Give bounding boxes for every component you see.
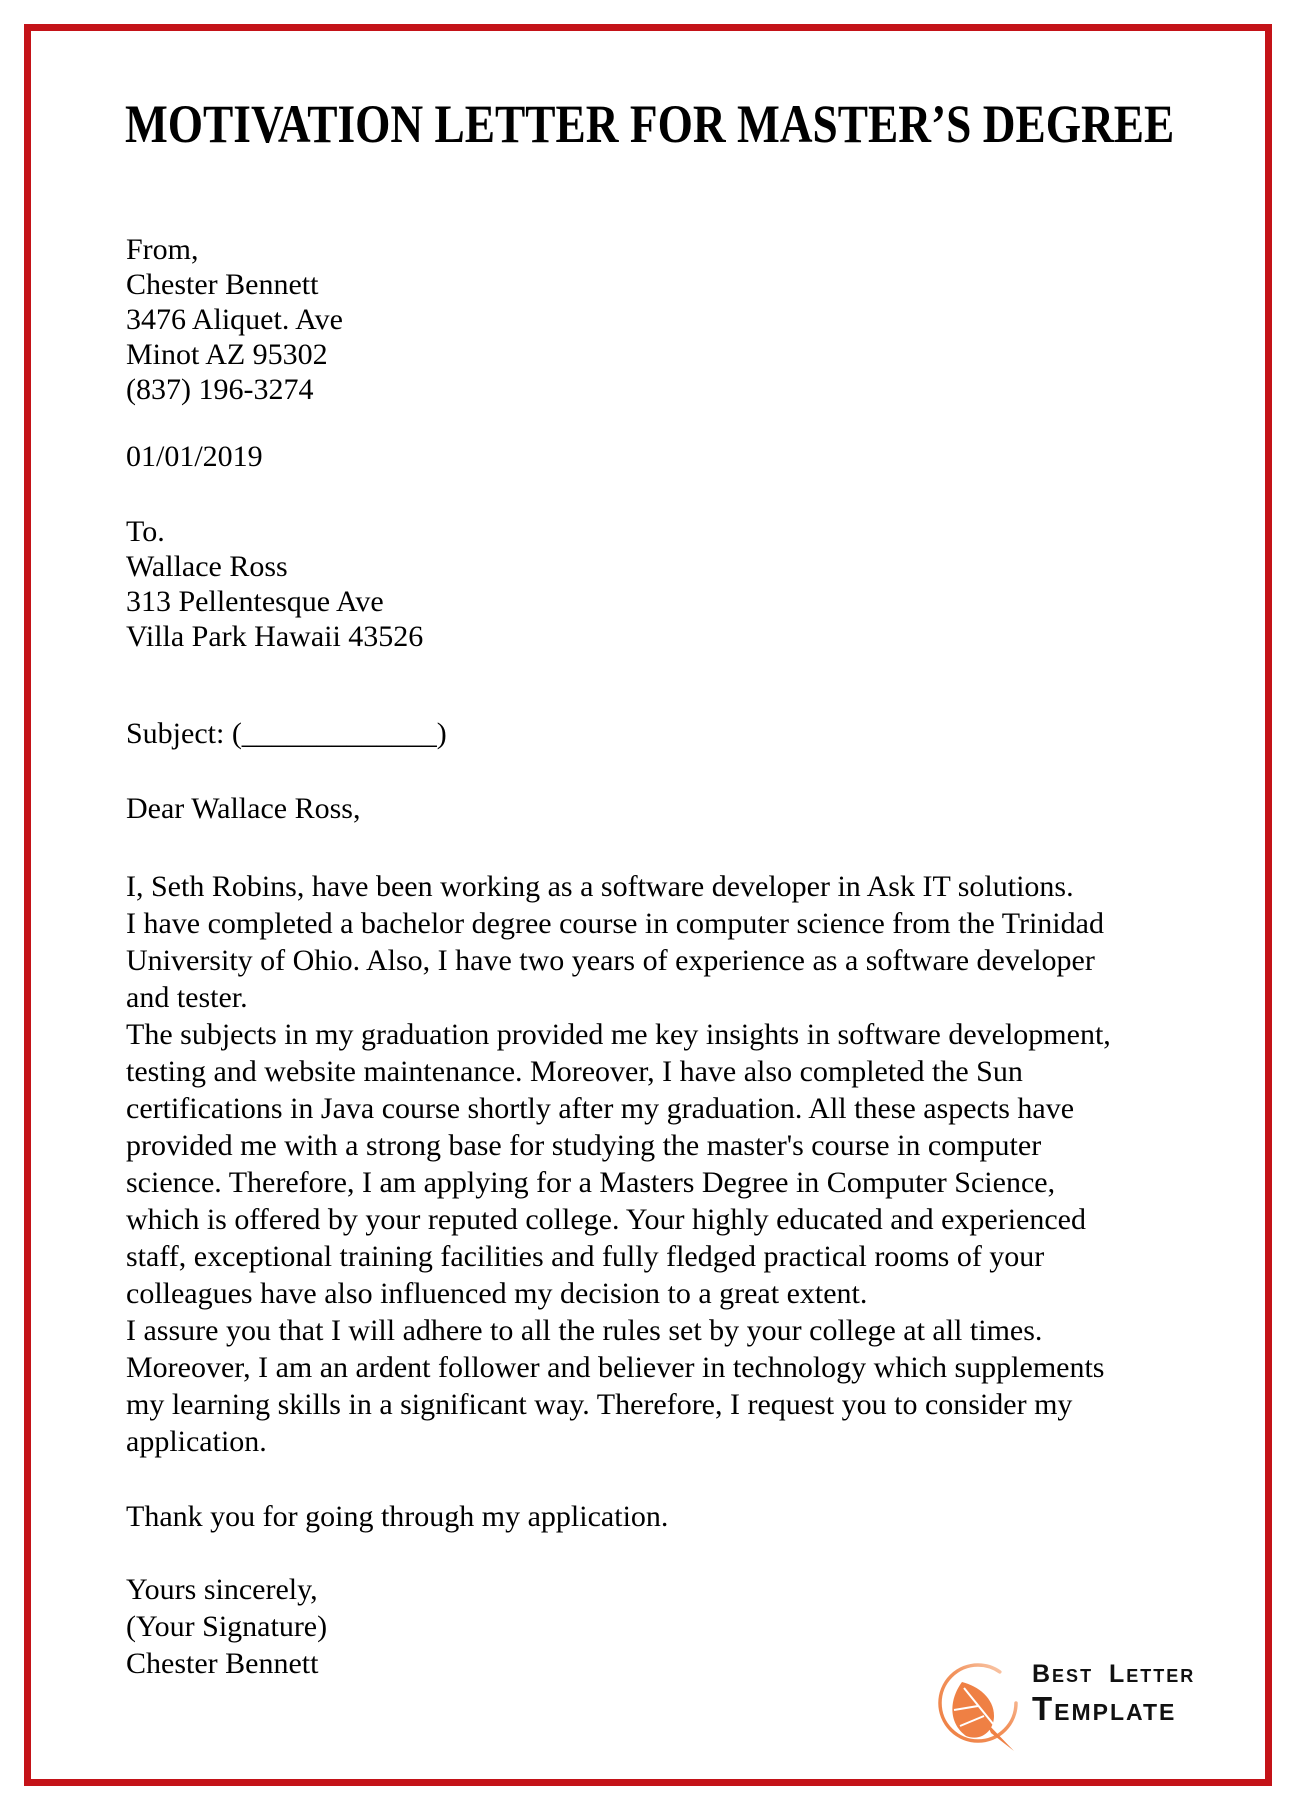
body-line: science. Therefore, I am applying for a Masters Degree in Computer Science, <box>126 1166 1056 1199</box>
body-line: Moreover, I am an ardent follower and believer in technology which supplements <box>126 1351 1105 1384</box>
body-line: University of Ohio. Also, I have two years of experience as a software developer <box>126 944 1095 977</box>
sender-city: Minot AZ 95302 <box>126 338 328 371</box>
body-line: I assure you that I will adhere to all the rules set by your college at all times. <box>126 1314 1043 1347</box>
best-letter-template-logo <box>936 1646 1195 1758</box>
body-line: I have completed a bachelor degree course in computer science from the Trinidad <box>126 907 1104 940</box>
body-line: staff, exceptional training facilities and fully fledged practical rooms of your <box>126 1240 1045 1273</box>
logo-line1: Best Letter <box>1032 1660 1196 1688</box>
body-line: testing and website maintenance. Moreover, I have also completed the Sun <box>126 1055 1023 1088</box>
to-label: To. <box>126 515 165 548</box>
recipient-name: Wallace Ross <box>126 550 288 583</box>
recipient-block <box>126 514 1111 654</box>
body-line: certifications in Java course shortly after my graduation. All these aspects have <box>126 1092 1075 1125</box>
thanks-block <box>126 1498 1111 1535</box>
subject-line: Subject: (_____________) <box>126 717 447 750</box>
page-title <box>0 94 1300 154</box>
body-line: my learning skills in a significant way. Therefore, I request you to consider my <box>126 1388 1073 1421</box>
body-line: which is offered by your reputed college. Your highly educated and experienced <box>126 1203 1086 1236</box>
from-label: From, <box>126 233 199 266</box>
body-line: and tester. <box>126 981 248 1014</box>
body-line: provided me with a strong base for studying the master's course in computer <box>126 1129 1042 1162</box>
logo-line2: Template <box>1032 1690 1177 1727</box>
salutation-block <box>126 791 1111 826</box>
subject-block <box>126 716 1111 751</box>
recipient-city: Villa Park Hawaii 43526 <box>126 620 424 653</box>
page-title-text: MOTIVATION LETTER FOR MASTER’S DEGREE <box>125 94 1175 154</box>
body-line: colleagues have also influenced my decision to a great extent. <box>126 1277 868 1310</box>
letter-date: 01/01/2019 <box>126 440 263 473</box>
sender-phone: (837) 196-3274 <box>126 373 314 406</box>
letter-content <box>126 232 1111 1682</box>
recipient-street: 313 Pellentesque Ave <box>126 585 384 618</box>
closing-sincerely: Yours sincerely, <box>126 1573 318 1606</box>
thanks-line: Thank you for going through my application. <box>126 1500 669 1533</box>
closing-name: Chester Bennett <box>126 1647 319 1680</box>
date-block <box>126 439 1111 474</box>
sender-street: 3476 Aliquet. Ave <box>126 303 343 336</box>
letter-body <box>126 868 1111 1460</box>
logo-text <box>1032 1646 1195 1728</box>
body-line: application. <box>126 1425 267 1458</box>
feather-quill-icon <box>936 1646 1024 1758</box>
salutation-line: Dear Wallace Ross, <box>126 792 361 825</box>
body-line: The subjects in my graduation provided me key insights in software development, <box>126 1018 1111 1051</box>
sender-name: Chester Bennett <box>126 268 319 301</box>
closing-signature-placeholder: (Your Signature) <box>126 1610 328 1643</box>
sender-block <box>126 232 1111 407</box>
body-line: I, Seth Robins, have been working as a software developer in Ask IT solutions. <box>126 870 1074 903</box>
